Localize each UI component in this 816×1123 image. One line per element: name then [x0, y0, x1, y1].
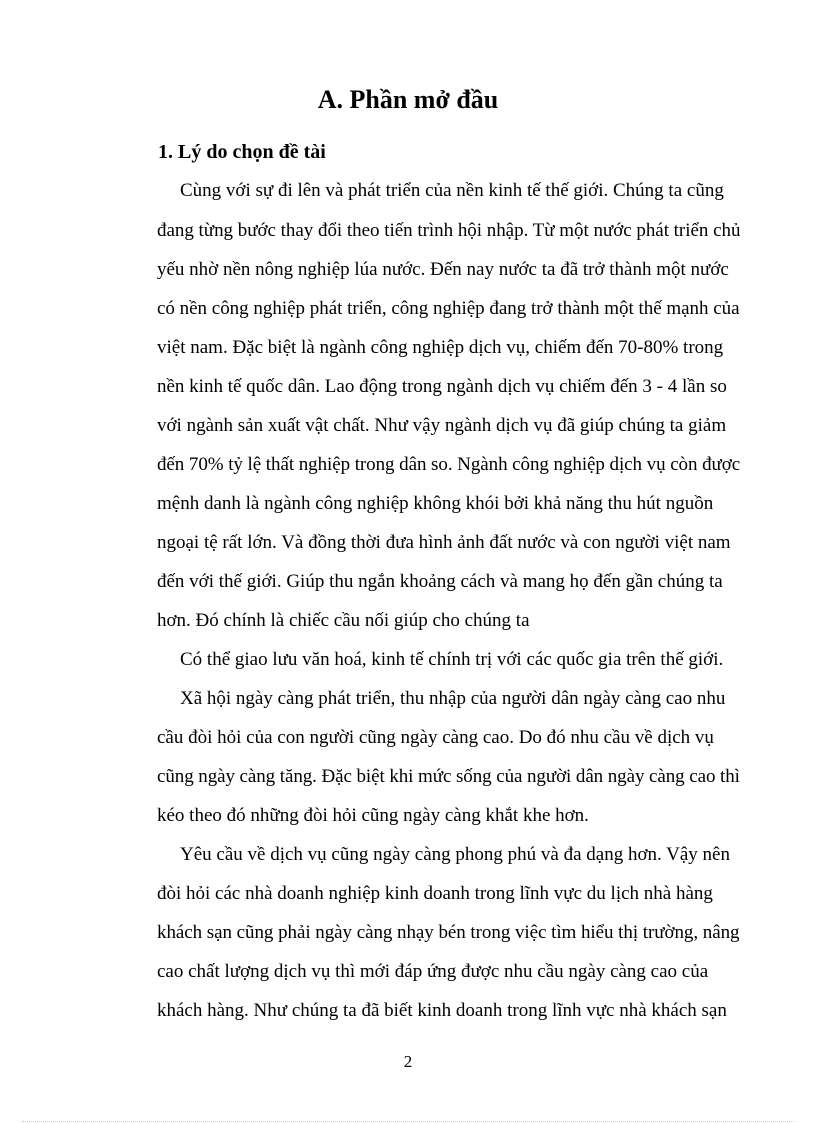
text-line: Cùng với sự đi lên và phát triển của nền kinh tế thế giới. Chúng ta cũng: [180, 180, 724, 201]
text-line: hơn. Đó chính là chiếc cầu nối giúp cho chúng ta: [157, 610, 530, 631]
text-line: khách sạn cũng phải ngày càng nhạy bén trong việc tìm hiểu thị trường, nâng: [157, 922, 740, 943]
text-line: đến với thế giới. Giúp thu ngắn khoảng cách và mang họ đến gần chúng ta: [157, 571, 723, 592]
text-line: Yêu cầu về dịch vụ cũng ngày càng phong phú và đa dạng hơn. Vậy nên: [180, 844, 730, 865]
text-line: mệnh danh là ngành công nghiệp không khói bởi khả năng thu hút nguồn: [157, 493, 714, 514]
section-heading: 1. Lý do chọn đề tài: [158, 141, 326, 163]
text-line: có nền công nghiệp phát triển, công nghiệp đang trở thành một thế mạnh của: [157, 298, 740, 319]
text-line: Có thể giao lưu văn hoá, kinh tế chính trị với các quốc gia trên thế giới.: [180, 649, 724, 670]
page-bottom-divider: [22, 1121, 794, 1122]
text-line: yếu nhờ nền nông nghiệp lúa nước. Đến nay nước ta đã trở thành một nước: [157, 259, 729, 280]
page-title: A. Phần mở đầu: [317, 85, 499, 114]
text-line: cao chất lượng dịch vụ thì mới đáp ứng được nhu cầu ngày càng cao của: [157, 961, 709, 982]
text-line: đang từng bước thay đổi theo tiến trình hội nhập. Từ một nước phát triển chủ: [157, 220, 741, 241]
text-line: cầu đòi hỏi của con người cũng ngày càng cao. Do đó nhu cầu về dịch vụ: [157, 727, 714, 748]
text-line: nền kinh tế quốc dân. Lao động trong ngành dịch vụ chiếm đến 3 - 4 lần so: [157, 376, 727, 397]
text-line: khách hàng. Như chúng ta đã biết kinh doanh trong lĩnh vực nhà khách sạn: [157, 1000, 727, 1021]
text-line: cũng ngày càng tăng. Đặc biệt khi mức sống của người dân ngày càng cao thì: [157, 766, 740, 787]
text-line: việt nam. Đặc biệt là ngành công nghiệp dịch vụ, chiếm đến 70-80% trong: [157, 337, 724, 358]
text-line: đòi hỏi các nhà doanh nghiệp kinh doanh trong lĩnh vực du lịch nhà hàng: [157, 883, 713, 904]
page-number: 2: [403, 1052, 413, 1071]
text-line: với ngành sản xuất vật chất. Như vậy ngành dịch vụ đã giúp chúng ta giảm: [157, 415, 727, 436]
text-line: ngoại tệ rất lớn. Và đồng thời đưa hình ảnh đất nước và con người việt nam: [157, 532, 731, 553]
text-line: đến 70% tỷ lệ thất nghiệp trong dân so. Ngành công nghiệp dịch vụ còn được: [157, 454, 741, 475]
text-line: kéo theo đó những đòi hỏi cũng ngày càng khắt khe hơn.: [157, 805, 589, 826]
text-line: Xã hội ngày càng phát triển, thu nhập của người dân ngày càng cao nhu: [180, 688, 726, 709]
